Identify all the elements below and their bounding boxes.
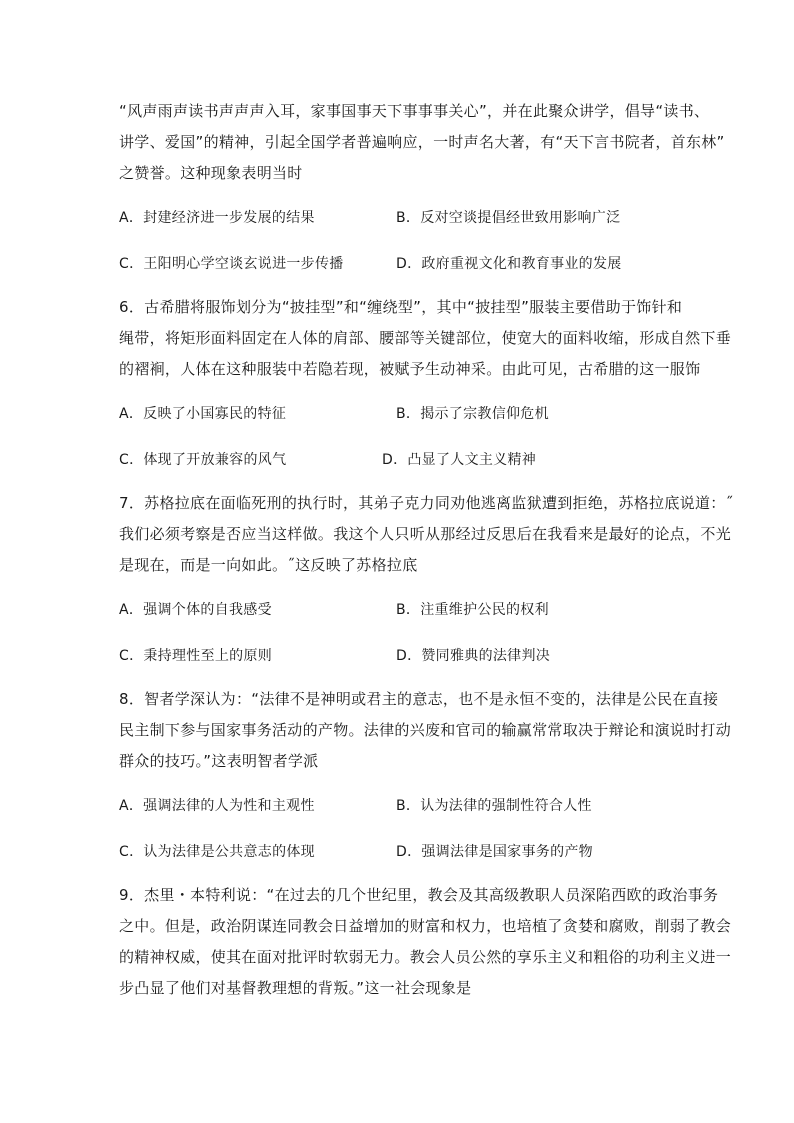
q6-stem-line: 6．古希腊将服饰划分为“披挂型”和“缠绕型”，其中“披挂型”服装主要借助于饰针和 — [119, 298, 683, 316]
q6-stem-line: 绳带，将矩形面料固定在人体的肩部、腰部等关键部位，使宽大的面料收缩，形成自然下垂 — [119, 329, 732, 347]
q6-option-d[interactable]: D．凸显了人文主义精神 — [382, 452, 537, 468]
q6-option-a[interactable]: A．反映了小国寡民的特征 — [119, 406, 287, 422]
q5-stem — [119, 96, 725, 189]
q8-option-b[interactable]: B．认为法律的强制性符合人性 — [396, 798, 592, 814]
q7-option-b[interactable]: B．注重维护公民的权利 — [396, 602, 549, 618]
q6-option-b[interactable]: B．揭示了宗教信仰危机 — [396, 406, 549, 422]
q7-stem-line: 我们必须考察是否应当这样做。我这个人只听从那经过反思后在我看来是最好的论点，不光 — [119, 525, 732, 543]
q7-stem — [119, 488, 734, 581]
q8-stem — [119, 684, 732, 777]
q7-stem-line: 是现在，而是一向如此。˝这反映了苏格拉底 — [119, 556, 418, 574]
q5-option-c[interactable]: C．王阳明心学空谈玄说进一步传播 — [119, 256, 344, 272]
q8-option-a[interactable]: A．强调法律的人为性和主观性 — [119, 798, 315, 814]
q9-stem — [119, 880, 732, 1004]
q7-option-d[interactable]: D．赞同雅典的法律判决 — [396, 648, 551, 664]
q9-stem-line: 的精神权威，使其在面对批评时软弱无力。教会人员公然的享乐主义和粗俗的功利主义进一 — [119, 948, 732, 966]
q9-stem-line: 9．杰里・本特利说：“在过去的几个世纪里，教会及其高级教职人员深陷西欧的政治事务 — [119, 886, 719, 904]
q5-stem-line: 讲学、爱国”的精神，引起全国学者普遍响应，一时声名大著，有“天下言书院者，首东林” — [119, 133, 725, 151]
q5-option-a[interactable]: A．封建经济进一步发展的结果 — [119, 210, 315, 226]
q8-option-d[interactable]: D．强调法律是国家事务的产物 — [396, 844, 593, 860]
q6-option-c[interactable]: C．体现了开放兼容的风气 — [119, 452, 287, 468]
q6-stem-line: 的褶裥，人体在这种服装中若隐若现，被赋予生动神采。由此可见，古希腊的这一服饰 — [119, 360, 701, 378]
q7-option-c[interactable]: C．秉持理性至上的原则 — [119, 648, 273, 664]
q6-stem — [119, 292, 732, 385]
q5-stem-line: 之赞誉。这种现象表明当时 — [119, 164, 303, 182]
q7-stem-line: 7．苏格拉底在面临死刑的执行时，其弟子克力同劝他逃离监狱遭到拒绝，苏格拉底说道：˝ — [119, 494, 734, 512]
q9-stem-line: 步凸显了他们对基督教理想的背叛。”这一社会现象是 — [119, 979, 472, 997]
q8-option-c[interactable]: C．认为法律是公共意志的体现 — [119, 844, 315, 860]
q8-stem-line: 8．智者学深认为：“法律不是神明或君主的意志，也不是永恒不变的，法律是公民在直接 — [119, 690, 719, 708]
q5-option-d[interactable]: D．政府重视文化和教育事业的发展 — [396, 256, 622, 272]
q8-stem-line: 民主制下参与国家事务活动的产物。法律的兴废和官司的输赢常常取决于辩论和演说时打动 — [119, 721, 732, 739]
q7-option-a[interactable]: A．强调个体的自我感受 — [119, 602, 272, 618]
q8-stem-line: 群众的技巧。”这表明智者学派 — [119, 752, 319, 770]
q5-stem-line: “风声雨声读书声声声入耳，家事国事天下事事事关心”，并在此聚众讲学，倡导“读书、 — [119, 102, 710, 120]
q9-stem-line: 之中。但是，政治阴谋连同教会日益增加的财富和权力，也培植了贪婪和腐败，削弱了教会 — [119, 917, 732, 935]
q5-option-b[interactable]: B．反对空谈提倡经世致用影响广泛 — [396, 210, 621, 226]
